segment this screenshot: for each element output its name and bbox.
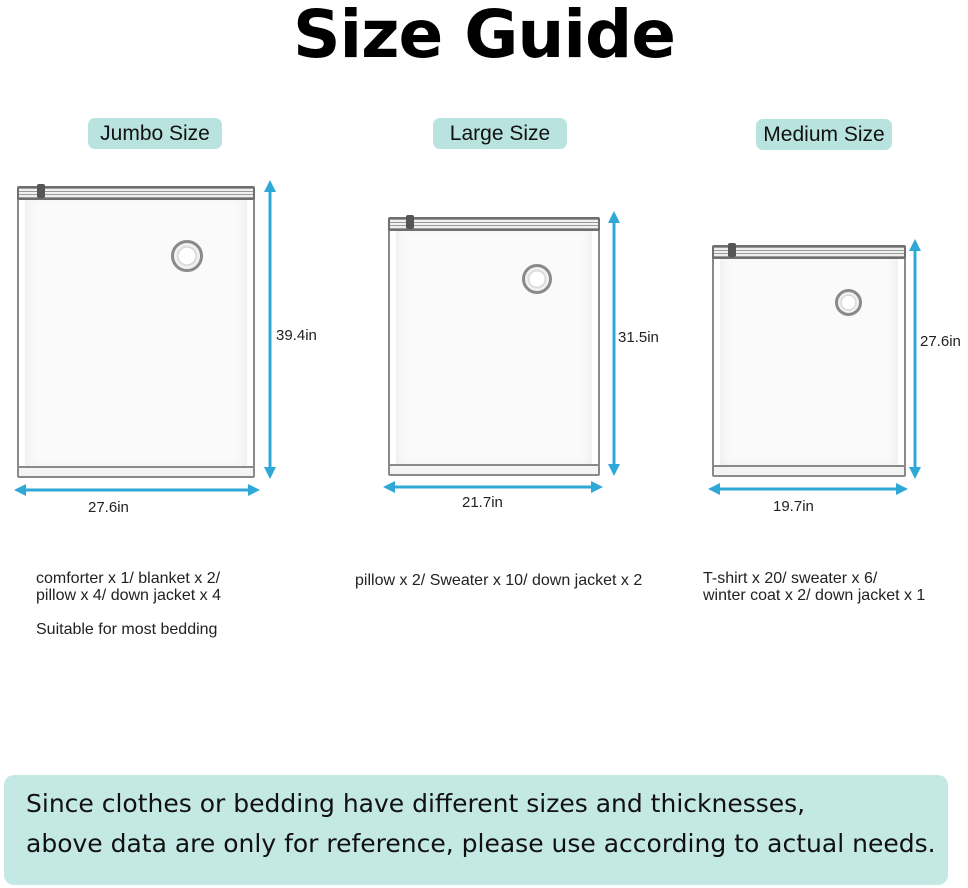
medium-size-label: Medium Size <box>756 119 892 150</box>
jumbo-note: Suitable for most bedding <box>36 621 218 638</box>
jumbo-contents: comforter x 1/ blanket x 2/ pillow x 4/ down jacket x 4 <box>36 570 221 604</box>
jumbo-width-label: 27.6in <box>88 499 129 516</box>
medium-contents: T-shirt x 20/ sweater x 6/ winter coat x 2/ down jacket x 1 <box>703 570 926 604</box>
notice-line-1: Since clothes or bedding have different sizes and thicknesses, <box>26 789 806 818</box>
medium-height-label: 27.6in <box>920 333 961 350</box>
reference-notice-banner <box>4 775 948 885</box>
large-contents: pillow x 2/ Sweater x 10/ down jacket x 2 <box>355 572 643 589</box>
large-height-label: 31.5in <box>618 329 659 346</box>
large-size-label: Large Size <box>433 118 567 149</box>
page-title: Size Guide <box>292 0 676 73</box>
medium-width-label: 19.7in <box>773 498 814 515</box>
large-width-label: 21.7in <box>462 494 503 511</box>
jumbo-height-label: 39.4in <box>276 327 317 344</box>
notice-line-2: above data are only for reference, please use according to actual needs. <box>26 829 936 858</box>
jumbo-size-label: Jumbo Size <box>88 118 222 149</box>
